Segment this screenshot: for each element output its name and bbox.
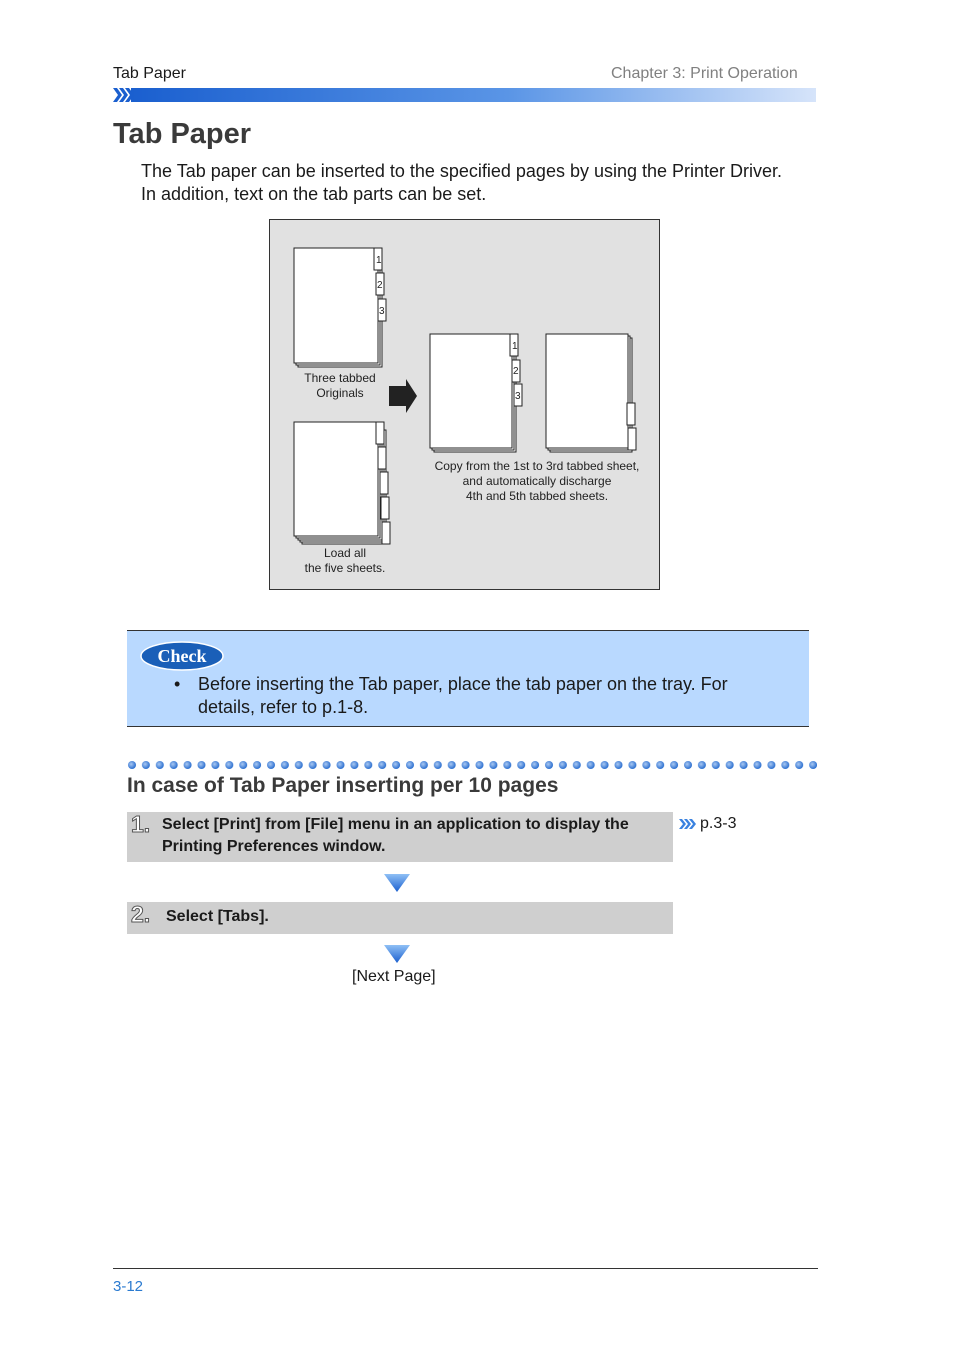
down-arrow-icon (384, 874, 410, 892)
step-2 (127, 902, 673, 934)
caption-copy-line2: and automatically discharge (462, 474, 612, 488)
step-1 (127, 812, 673, 862)
footer-divider (113, 1268, 818, 1269)
reference-text[interactable]: p.3-3 (700, 815, 737, 832)
originals-stack (294, 248, 386, 367)
caption-load-line1: Load all (323, 546, 367, 560)
step-2-text: Select [Tabs]. (166, 908, 269, 925)
copy-tab-label-2: 2 (513, 366, 519, 377)
next-page-link[interactable]: [Next Page] (352, 968, 436, 985)
copy-tab-label-1: 1 (512, 341, 518, 352)
step-2-number: 2. (131, 901, 151, 927)
reference-arrows-icon (679, 818, 697, 830)
section-heading: In case of Tab Paper inserting per 10 pages (127, 774, 559, 797)
copy-tab-label-3: 3 (515, 391, 521, 402)
caption-originals-line1: Three tabbed (304, 371, 376, 385)
dotted-divider (127, 760, 817, 770)
step-1-number: 1. (131, 811, 151, 837)
tab-label-1: 1 (376, 255, 382, 266)
check-bullet: • (174, 674, 181, 694)
header-chapter-label: Chapter 3: Print Operation (611, 65, 798, 82)
five-sheet-stack (294, 422, 390, 544)
check-badge-icon (140, 641, 224, 671)
tab-label-2: 2 (377, 280, 383, 291)
check-note-text: Before inserting the Tab paper, place the tab paper on the tray. For details, refer to p.1-8. (198, 674, 728, 717)
tab-label-3: 3 (379, 306, 385, 317)
header-section-label: Tab Paper (113, 65, 186, 82)
caption-copy-line3: 4th and 5th tabbed sheets. (465, 489, 609, 503)
header-gradient-bar (113, 88, 816, 102)
caption-originals-line2: Originals (316, 386, 364, 400)
page-reference-link[interactable] (679, 815, 736, 833)
page-number: 3-12 (113, 1278, 144, 1295)
right-arrow-icon (389, 379, 417, 413)
intro-paragraph: The Tab paper can be inserted to the specified pages by using the Printer Driver. In addition, text on the tab parts can be set. (141, 161, 783, 204)
down-arrow-icon (384, 945, 410, 963)
header-chevrons-icon (113, 88, 134, 102)
check-note-box (127, 630, 809, 727)
caption-load-line2: the five sheets. (304, 561, 386, 575)
page-title: Tab Paper (113, 118, 252, 150)
check-badge-label: Check (157, 646, 207, 666)
tab-paper-diagram (269, 219, 660, 590)
caption-copy-line1: Copy from the 1st to 3rd tabbed sheet, (434, 459, 640, 473)
step-1-text: Select [Print] from [File] menu in an application to display the Printing Preferences window. (162, 816, 629, 855)
discharged-tab-sheets (546, 334, 636, 452)
copy-stack (430, 334, 522, 452)
